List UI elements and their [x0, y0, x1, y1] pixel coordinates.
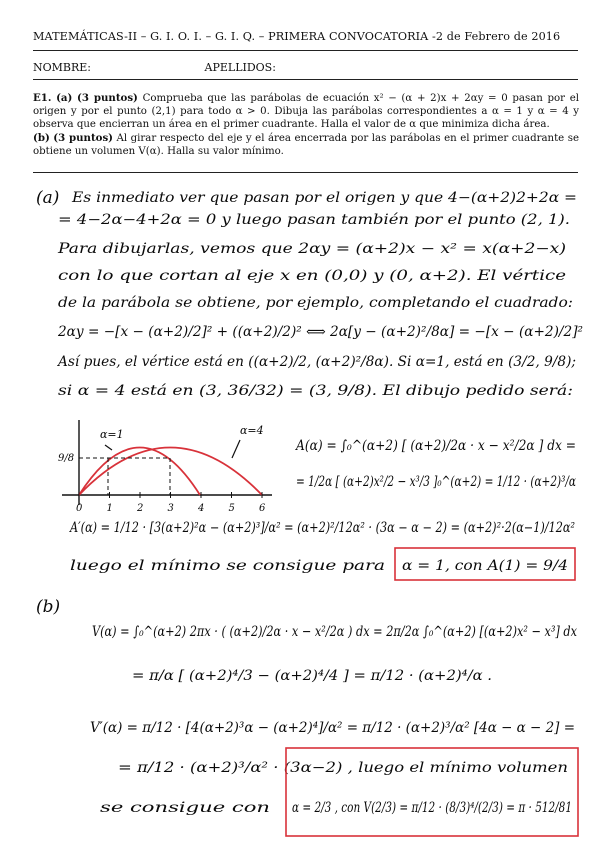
minimum-text: luego el mínimo se consigue para	[70, 558, 385, 574]
area-evaluation: = 1/2α [ (α+2)x²/2 − x³/3 ]₀^(α+2) = 1/12 · (α+2)³/α	[296, 474, 577, 490]
solution-line: Es inmediato ver que pasan por el origen y que 4−(α+2)2+2α =	[70, 190, 577, 206]
surname-label: APELLIDOS:	[204, 61, 276, 74]
solution-line: si α = 4 está en (3, 36/32) = (3, 9/8). El dibujo pedido será:	[58, 383, 573, 399]
x-tick-label: 1	[106, 503, 113, 514]
x-tick-label: 5	[228, 503, 235, 514]
volume-definition: V(α) = ∫₀^(α+2) 2πx · ( (α+2)/2α · x − x²/2α ) dx = 2π/2α ∫₀^(α+2) [(α+2)x² − x³] dx	[92, 624, 578, 640]
solution-line: con lo que cortan al eje x en (0,0) y (0, α+2). El vértice	[58, 268, 566, 284]
area-definition: A(α) = ∫₀^(α+2) [ (α+2)/2α · x − x²/2α ] dx =	[294, 438, 576, 454]
parabola-sketch	[58, 420, 272, 514]
x-tick-label: 3	[167, 503, 174, 514]
solution-line: = 4−2α−4+2α = 0 y luego pasan también por el punto (2, 1).	[58, 212, 570, 228]
volume-minimum-text: se consigue con	[100, 800, 270, 816]
solution-line: Así pues, el vértice está en ((α+2)/2, (α+2)²/8α). Si α=1, está en (3/2, 9/8);	[55, 354, 577, 370]
part-b-points: (3 puntos)	[53, 131, 113, 144]
volume-evaluation: = π/α [ (α+2)⁴/3 − (α+2)⁴/4 ] = π/12 · (α+2)⁴/α .	[132, 668, 492, 684]
label-pointer	[232, 440, 240, 458]
label-pointer	[105, 445, 112, 450]
volume-derivative: V′(α) = π/12 · [4(α+2)³α − (α+2)⁴]/α² = π/12 · (α+2)³/α² [4α − α − 2] =	[90, 720, 575, 736]
x-tick-label: 2	[137, 503, 144, 514]
parabola-alpha-1	[79, 448, 200, 496]
part-b-text: Al girar respecto del eje y el área encerrada por las parábolas en el primer cuadrante se obtiene un volumen V(α). Halla su valor mínimo.	[33, 132, 579, 157]
part-b-label: (b)	[33, 131, 50, 144]
part-a-label: (a)	[56, 92, 73, 104]
problem-label: E1.	[33, 92, 52, 104]
part-a-text: Comprueba que las parábolas de ecuación x² − (α + 2)x + 2αy = 0 pasan por el origen y por el punto (2,1) para todo α > 0. Dibuja las parábolas correspondientes a α = 1 y α = 4 y observa que encierran un área en el primer cuadrante. Halla el valor de α que minimiza dicha área.	[33, 93, 579, 131]
exam-header: MATEMÁTICAS-II – G. I. O. I. – G. I. Q. – PRIMERA CONVOCATORIA -2 de Febrero de 2016	[33, 30, 561, 43]
solution-line: Para dibujarlas, vemos que 2αy = (α+2)x − x² = x(α+2−x)	[56, 241, 566, 257]
part-a-points: (3 puntos)	[77, 92, 138, 104]
name-label: NOMBRE:	[33, 61, 92, 74]
part-a-hand-label: (a)	[36, 188, 60, 208]
curve-label-alpha-4: α=4	[240, 424, 264, 437]
solution-line: de la parábola se obtiene, por ejemplo, completando el cuadrado:	[58, 295, 573, 311]
solution-line: 2αy = −[x − (α+2)/2]² + ((α+2)/2)² ⟺ 2α[y − (α+2)²/8α] = −[x − (α+2)/2]²	[56, 324, 583, 340]
curve-label-alpha-1: α=1	[100, 428, 124, 441]
answer-b: α = 2/3 , con V(2/3) = π/12 · (8/3)⁴/(2/3) = π · 512/81	[292, 800, 572, 816]
x-tick-label: 0	[76, 503, 83, 514]
y-tick-label: 9/8	[58, 453, 75, 464]
volume-derivative-simplified: = π/12 · (α+2)³/α² · (3α−2) , luego el mínimo volumen	[118, 760, 568, 776]
x-tick-label: 4	[198, 503, 205, 514]
part-b-hand-label: (b)	[36, 597, 61, 617]
x-tick-label: 6	[259, 503, 266, 514]
area-derivative: A′(α) = 1/12 · [3(α+2)²α − (α+2)³]/α² = (α+2)²/12α² · (3α − α − 2) = (α+2)²·2(α−1)/12α²	[68, 520, 576, 536]
answer-a: α = 1, con A(1) = 9/4	[402, 558, 568, 574]
